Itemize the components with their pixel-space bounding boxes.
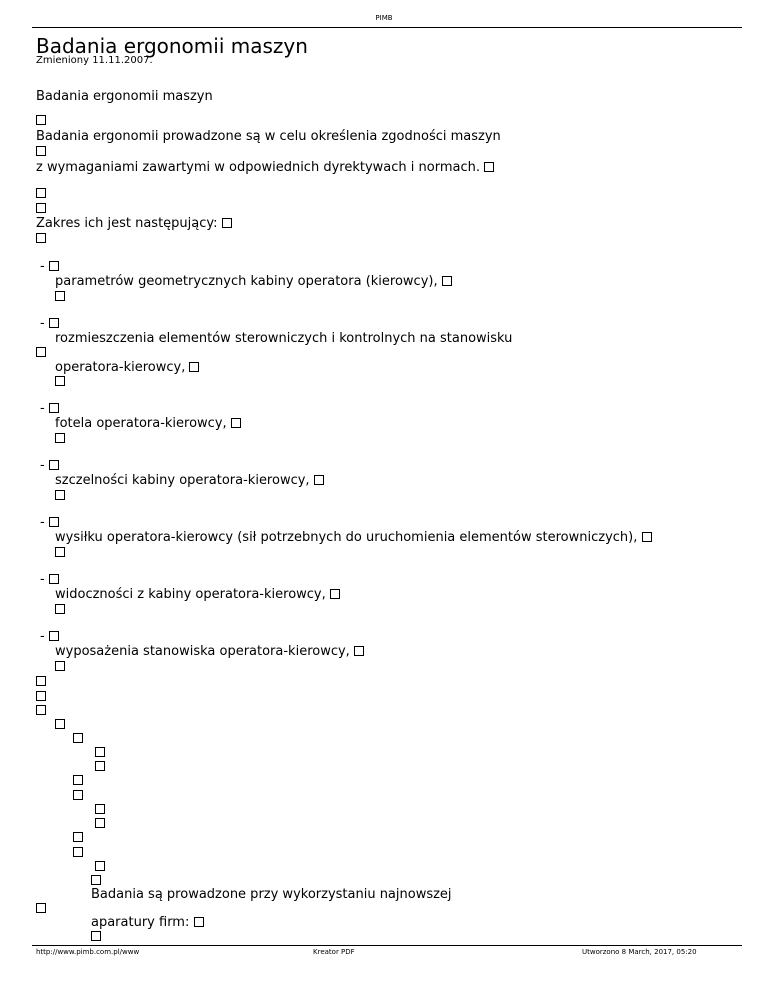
placeholder-box [73, 731, 83, 747]
footer-url-link[interactable]: http://www.pimb.com.pl/www [36, 948, 140, 956]
footer-generator: Kreator PDF [313, 948, 355, 956]
list-item: widoczności z kabiny operatora-kierowcy, [55, 587, 340, 603]
list-item-marker: - [40, 629, 59, 645]
scope-intro: Zakres ich jest następujący: [36, 216, 232, 232]
placeholder-box [55, 717, 65, 733]
list-item: fotela operatora-kierowcy, [55, 416, 241, 432]
footer-divider [32, 945, 742, 946]
placeholder-box [36, 186, 46, 202]
placeholder-box [73, 773, 83, 789]
page-header-label: PIMB [375, 14, 393, 22]
placeholder-box [36, 231, 46, 247]
placeholder-box [55, 374, 65, 390]
list-item-marker: - [40, 316, 59, 332]
placeholder-box [55, 289, 65, 305]
list-item: parametrów geometrycznych kabiny operatora (kierowcy), [55, 274, 452, 290]
article-title: Badania ergonomii maszyn [36, 34, 308, 58]
placeholder-box [36, 201, 46, 217]
placeholder-box [95, 816, 105, 832]
list-item-marker: - [40, 259, 59, 275]
list-item-continuation: operatora-kierowcy, [55, 360, 199, 376]
placeholder-box [36, 703, 46, 719]
list-item-marker: - [40, 572, 59, 588]
list-item: rozmieszczenia elementów sterowniczych i kontrolnych na stanowisku [55, 331, 513, 346]
placeholder-box [55, 431, 65, 447]
placeholder-box [73, 845, 83, 861]
article-subtitle: Badania ergonomii maszyn [36, 89, 213, 104]
list-item-marker: - [40, 515, 59, 531]
footer-created-date: Utworzono 8 March, 2017, 05:20 [582, 948, 697, 956]
placeholder-box [55, 545, 65, 561]
placeholder-box [55, 659, 65, 675]
list-item-marker: - [40, 458, 59, 474]
modified-date: Zmieniony 11.11.2007. [36, 55, 153, 66]
header-divider [32, 27, 742, 28]
tools-line: Badania są prowadzone przy wykorzystaniu najnowszej [91, 887, 452, 902]
placeholder-box [36, 901, 46, 917]
placeholder-box [91, 929, 101, 945]
placeholder-box [55, 602, 65, 618]
placeholder-box [36, 113, 46, 129]
placeholder-box [73, 788, 83, 804]
placeholder-box [36, 345, 46, 361]
list-item-marker: - [40, 401, 59, 417]
placeholder-box [95, 759, 105, 775]
paragraph-line: z wymaganiami zawartymi w odpowiednich dyrektywach i normach. [36, 160, 494, 176]
placeholder-box [55, 488, 65, 504]
tools-line: aparatury firm: [91, 915, 204, 931]
list-item: wyposażenia stanowiska operatora-kierowcy, [55, 644, 364, 660]
placeholder-box [36, 144, 46, 160]
placeholder-box [36, 674, 46, 690]
list-item: szczelności kabiny operatora-kierowcy, [55, 473, 324, 489]
placeholder-box [73, 830, 83, 846]
list-item: wysiłku operatora-kierowcy (sił potrzebnych do uruchomienia elementów sterowniczych), [55, 530, 652, 546]
paragraph-line: Badania ergonomii prowadzone są w celu określenia zgodności maszyn [36, 129, 501, 144]
